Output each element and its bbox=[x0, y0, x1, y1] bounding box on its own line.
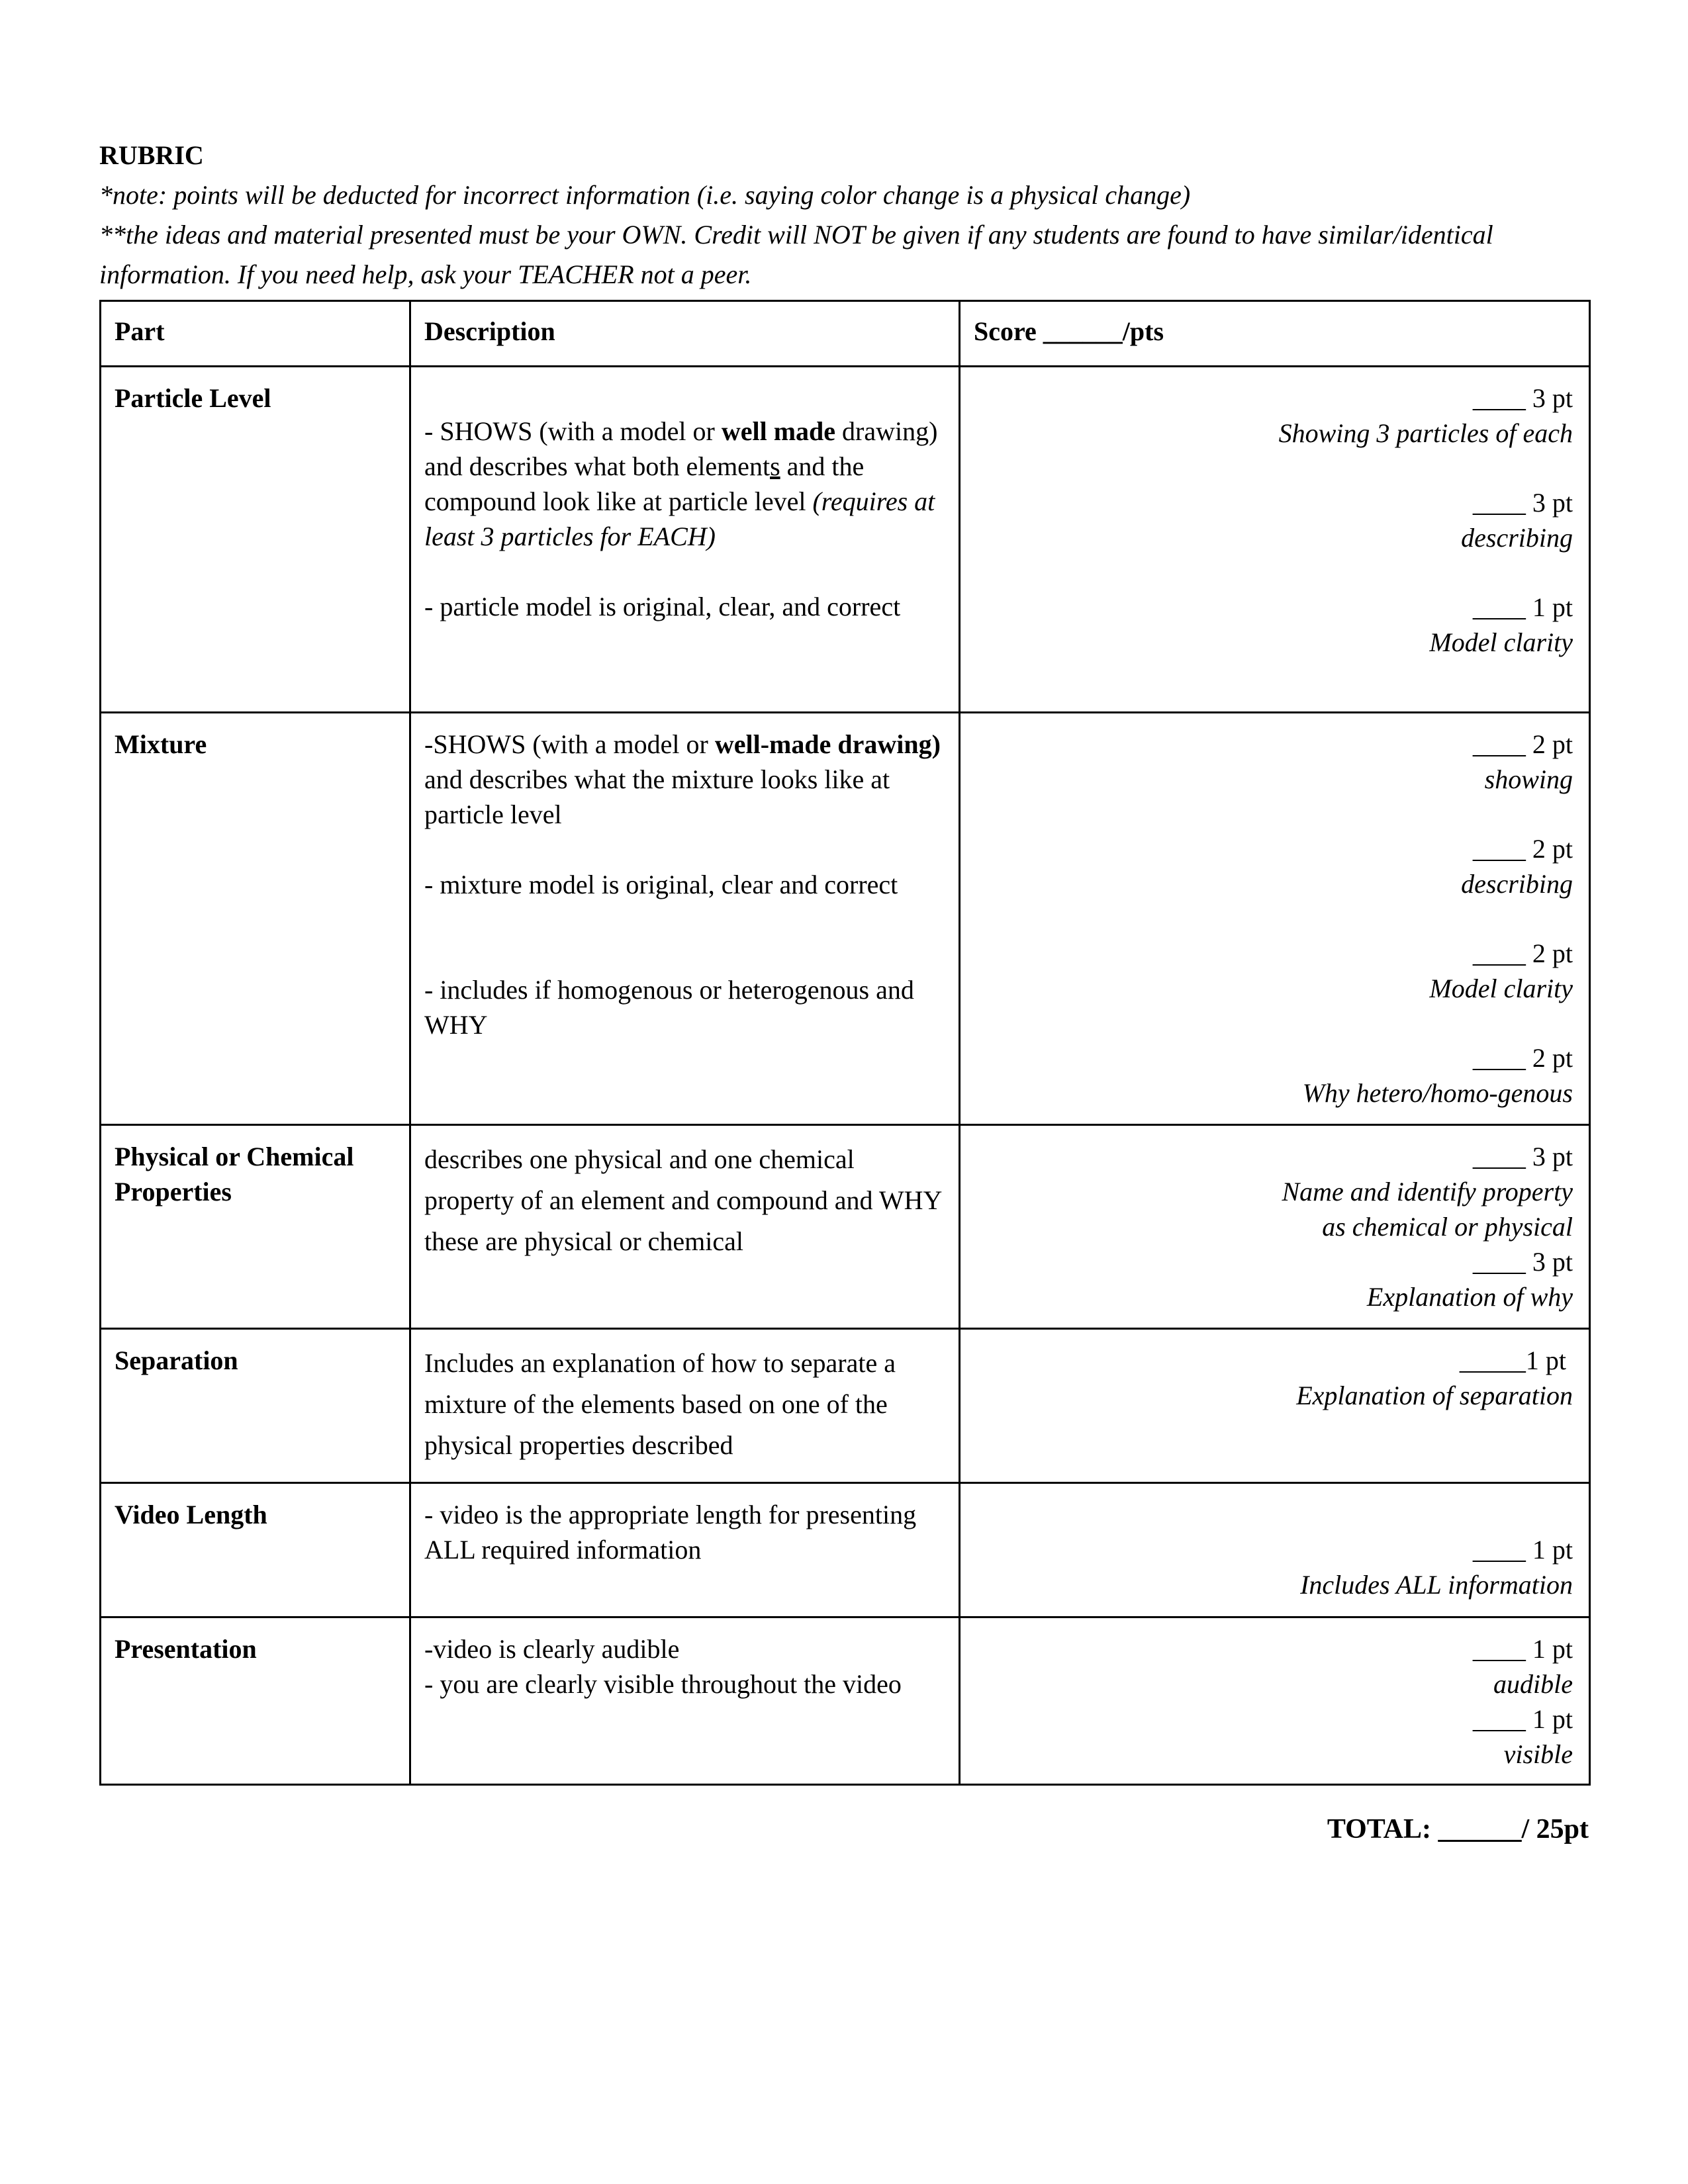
row-score bbox=[960, 1329, 1590, 1483]
description-line: Includes an explanation of how to separate a mixture of the elements based on one of the physical properties described bbox=[424, 1348, 896, 1460]
score-points: ____ 2 pt bbox=[1472, 834, 1573, 864]
score-points: ____ 1 pt bbox=[1472, 592, 1573, 622]
score-label: describing bbox=[1461, 869, 1573, 899]
score-points: ____ 2 pt bbox=[1472, 729, 1573, 759]
score-label: Includes ALL information bbox=[1300, 1570, 1573, 1600]
rubric-table bbox=[99, 300, 1591, 1786]
score-label: audible bbox=[1493, 1669, 1573, 1699]
row-score bbox=[960, 1125, 1590, 1329]
row-description bbox=[410, 1329, 960, 1483]
table-header-row bbox=[101, 301, 1590, 367]
score-label: showing bbox=[1484, 764, 1573, 794]
table-row bbox=[101, 367, 1590, 713]
row-part: Particle Level bbox=[101, 367, 410, 713]
row-score bbox=[960, 1617, 1590, 1785]
table-row bbox=[101, 713, 1590, 1125]
score-points: ____ 2 pt bbox=[1472, 1043, 1573, 1073]
score-points: ____ 1 pt bbox=[1472, 1634, 1573, 1664]
score-points: _____1 pt bbox=[1459, 1345, 1573, 1375]
header-score: Score ______/pts bbox=[960, 301, 1590, 367]
table-row bbox=[101, 1329, 1590, 1483]
header-description: Description bbox=[410, 301, 960, 367]
table-row bbox=[101, 1483, 1590, 1617]
description-line: - particle model is original, clear, and correct bbox=[424, 592, 901, 621]
score-points: ____ 2 pt bbox=[1472, 938, 1573, 968]
row-score bbox=[960, 367, 1590, 713]
note-deductions: *note: points will be deducted for incorrect information (i.e. saying color change is a physical change) bbox=[99, 180, 1191, 210]
row-part: Video Length bbox=[101, 1483, 410, 1617]
row-score bbox=[960, 713, 1590, 1125]
row-part: Separation bbox=[101, 1329, 410, 1483]
row-description bbox=[410, 367, 960, 713]
row-description bbox=[410, 713, 960, 1125]
description-line: - you are clearly visible throughout the video bbox=[424, 1669, 902, 1699]
description-line: - video is the appropriate length for presenting ALL required information bbox=[424, 1500, 917, 1565]
description-line: - mixture model is original, clear and correct bbox=[424, 870, 898, 899]
score-label: Showing 3 particles of each bbox=[1278, 418, 1573, 448]
score-points: ____ 3 pt bbox=[1472, 1142, 1573, 1171]
row-score bbox=[960, 1483, 1590, 1617]
description-line: - SHOWS (with a model or well made drawing) and describes what both elements and the compound look like at particle level (requires at least 3 particles for EACH) bbox=[424, 416, 938, 551]
page-title: RUBRIC bbox=[99, 140, 204, 170]
description-line: -SHOWS (with a model or well-made drawing) and describes what the mixture looks like at particle level bbox=[424, 729, 941, 829]
score-points: ____ 1 pt bbox=[1472, 1535, 1573, 1565]
score-label: describing bbox=[1461, 523, 1573, 553]
header-part: Part bbox=[101, 301, 410, 367]
row-description bbox=[410, 1125, 960, 1329]
score-label: Name and identify property as chemical or physical bbox=[1282, 1177, 1573, 1242]
score-points: ____ 3 pt bbox=[1472, 1247, 1573, 1277]
row-part: Presentation bbox=[101, 1617, 410, 1785]
score-points: ____ 3 pt bbox=[1472, 383, 1573, 413]
row-part: Physical or Chemical Properties bbox=[101, 1125, 410, 1329]
row-description bbox=[410, 1617, 960, 1785]
row-description bbox=[410, 1483, 960, 1617]
score-label: Explanation of separation bbox=[1296, 1381, 1573, 1410]
description-line: - includes if homogenous or heterogenous and WHY bbox=[424, 975, 914, 1040]
score-points: ____ 1 pt bbox=[1472, 1704, 1573, 1734]
score-label: Explanation of why bbox=[1366, 1282, 1573, 1312]
score-label: Model clarity bbox=[1429, 974, 1573, 1003]
score-label: Why hetero/homo-genous bbox=[1302, 1078, 1573, 1108]
row-part: Mixture bbox=[101, 713, 410, 1125]
score-points: ____ 3 pt bbox=[1472, 488, 1573, 518]
total-score: TOTAL: ______/ 25pt bbox=[1327, 1814, 1589, 1844]
note-originality: **the ideas and material presented must be your OWN. Credit will NOT be given if any students are found to have similar/identical information. If you need help, ask your TEACHER not a peer. bbox=[99, 220, 1493, 289]
rubric-page bbox=[99, 136, 1589, 1786]
score-label: visible bbox=[1503, 1739, 1573, 1769]
description-line: describes one physical and one chemical property of an element and compound and WHY these are physical or chemical bbox=[424, 1144, 941, 1256]
table-row bbox=[101, 1617, 1590, 1785]
description-line: -video is clearly audible bbox=[424, 1634, 680, 1664]
table-row bbox=[101, 1125, 1590, 1329]
score-label: Model clarity bbox=[1429, 627, 1573, 657]
